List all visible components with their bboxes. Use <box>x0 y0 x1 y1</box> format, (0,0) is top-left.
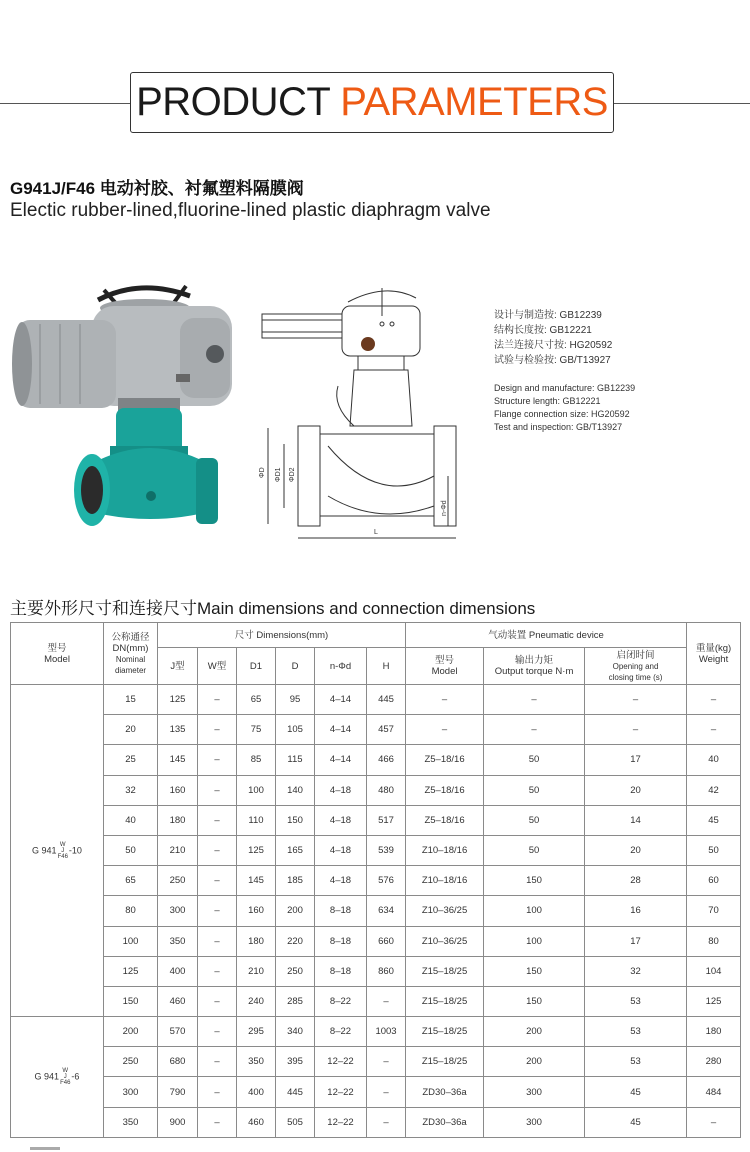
table-cell: Z5–18/16 <box>406 775 484 805</box>
table-cell: 125 <box>237 835 276 865</box>
table-cell: 250 <box>158 866 198 896</box>
table-cell: Z15–18/25 <box>406 1047 484 1077</box>
table-cell: – <box>585 715 687 745</box>
table-cell: 8–22 <box>315 1017 367 1047</box>
product-title-cn: G941J/F46 电动衬胶、衬氟塑料隔膜阀 <box>10 179 304 198</box>
standard-line: Test and inspection: GB/T13927 <box>494 422 623 432</box>
table-cell: 900 <box>158 1107 198 1137</box>
table-cell: 53 <box>585 986 687 1016</box>
table-cell: 50 <box>484 805 585 835</box>
table-cell: 680 <box>158 1047 198 1077</box>
header-d1: D1 <box>237 648 276 685</box>
table-cell: 45 <box>687 805 741 835</box>
standard-line: 设计与制造按: GB12239 <box>494 310 602 321</box>
table-cell: – <box>367 1107 406 1137</box>
table-cell: 16 <box>585 896 687 926</box>
table-cell: 32 <box>104 775 158 805</box>
table-cell: – <box>687 685 741 715</box>
table-cell: 445 <box>367 685 406 715</box>
table-cell: Z5–18/16 <box>406 745 484 775</box>
table-cell: 125 <box>158 685 198 715</box>
table-cell: 160 <box>158 775 198 805</box>
table-cell: 15 <box>104 685 158 715</box>
table-cell: 295 <box>237 1017 276 1047</box>
table-cell: 150 <box>104 986 158 1016</box>
table-cell: 280 <box>687 1047 741 1077</box>
table-cell: – <box>198 926 237 956</box>
table-cell: 70 <box>687 896 741 926</box>
table-cell: 460 <box>158 986 198 1016</box>
header-model: 型号 Model <box>11 623 104 685</box>
table-cell: 53 <box>585 1047 687 1077</box>
table-cell: 8–18 <box>315 926 367 956</box>
table-cell: Z15–18/25 <box>406 956 484 986</box>
table-row <box>11 986 741 1016</box>
table-cell: 570 <box>158 1017 198 1047</box>
table-cell: – <box>687 715 741 745</box>
table-cell: 20 <box>585 835 687 865</box>
table-cell: 12–22 <box>315 1047 367 1077</box>
table-cell: – <box>367 1047 406 1077</box>
footer-fragment <box>30 1147 60 1150</box>
table-cell: 50 <box>687 835 741 865</box>
table-cell: 125 <box>687 986 741 1016</box>
table-cell: 14 <box>585 805 687 835</box>
dimensions-table <box>10 622 741 1138</box>
table-cell: – <box>198 715 237 745</box>
standard-line: Flange connection size: HG20592 <box>494 409 630 419</box>
table-cell: 210 <box>158 835 198 865</box>
dim-label-l: L <box>374 529 378 536</box>
table-cell: – <box>585 685 687 715</box>
header-output-torque: 输出力矩 Output torque N·m <box>484 648 585 685</box>
table-cell: – <box>484 715 585 745</box>
table-cell: – <box>198 896 237 926</box>
table-cell: 80 <box>687 926 741 956</box>
table-cell: 484 <box>687 1077 741 1107</box>
standard-line: Design and manufacture: GB12239 <box>494 383 636 393</box>
header-line-right <box>614 103 750 104</box>
table-cell: 180 <box>687 1017 741 1047</box>
table-cell: Z10–18/16 <box>406 866 484 896</box>
table-cell: 145 <box>158 745 198 775</box>
table-cell: 40 <box>104 805 158 835</box>
table-cell: 790 <box>158 1077 198 1107</box>
table-row <box>11 835 741 865</box>
table-row <box>11 896 741 926</box>
table-cell: – <box>198 805 237 835</box>
table-cell: 300 <box>104 1077 158 1107</box>
table-cell: 1003 <box>367 1017 406 1047</box>
table-cell: – <box>198 1017 237 1047</box>
table-cell: 150 <box>484 956 585 986</box>
product-title-en: Electic rubber-lined,fluorine-lined plastic diaphragm valve <box>10 200 491 221</box>
model-cell: G 941W J F46-10 <box>11 685 104 1017</box>
table-cell: 105 <box>276 715 315 745</box>
table-cell: 20 <box>104 715 158 745</box>
table-cell: 145 <box>237 866 276 896</box>
valve-technical-drawing <box>258 276 480 546</box>
table-cell: – <box>198 1077 237 1107</box>
table-cell: 80 <box>104 896 158 926</box>
table-row <box>11 685 741 715</box>
table-cell: 4–18 <box>315 805 367 835</box>
section-header <box>130 72 614 133</box>
dim-label-d1: ΦD1 <box>275 467 282 482</box>
table-cell: – <box>198 866 237 896</box>
table-cell: 4–18 <box>315 866 367 896</box>
table-cell: 17 <box>585 926 687 956</box>
table-cell: 240 <box>237 986 276 1016</box>
table-cell: Z15–18/25 <box>406 986 484 1016</box>
table-cell: 60 <box>687 866 741 896</box>
table-cell: – <box>406 715 484 745</box>
table-cell: 300 <box>484 1077 585 1107</box>
model-cell: G 941W J F46-6 <box>11 1017 104 1138</box>
table-cell: 150 <box>484 866 585 896</box>
table-cell: Z15–18/25 <box>406 1017 484 1047</box>
header-pneumatic-device: 气动装置 Pneumatic device <box>406 623 687 648</box>
table-row <box>11 926 741 956</box>
table-cell: 8–18 <box>315 896 367 926</box>
table-cell: 350 <box>158 926 198 956</box>
table-cell: 505 <box>276 1107 315 1137</box>
header-w-type: W型 <box>198 648 237 685</box>
table-cell: 457 <box>367 715 406 745</box>
table-cell: 45 <box>585 1077 687 1107</box>
standard-line: Structure length: GB12221 <box>494 396 601 406</box>
header-line-left <box>0 103 130 104</box>
table-cell: 85 <box>237 745 276 775</box>
table-cell: 17 <box>585 745 687 775</box>
table-cell: 539 <box>367 835 406 865</box>
header-open-close-time: 启闭时间 Opening and closing time (s) <box>585 648 687 685</box>
table-cell: 466 <box>367 745 406 775</box>
table-row <box>11 775 741 805</box>
table-cell: 634 <box>367 896 406 926</box>
table-cell: Z5–18/16 <box>406 805 484 835</box>
table-cell: 12–22 <box>315 1077 367 1107</box>
standards-en <box>494 382 635 434</box>
table-cell: – <box>198 685 237 715</box>
table-cell: – <box>367 1077 406 1107</box>
table-cell: 45 <box>585 1107 687 1137</box>
table-cell: 400 <box>158 956 198 986</box>
table-cell: 42 <box>687 775 741 805</box>
table-cell: 285 <box>276 986 315 1016</box>
header-h: H <box>367 648 406 685</box>
table-cell: – <box>367 986 406 1016</box>
table-cell: 65 <box>237 685 276 715</box>
table-cell: 8–18 <box>315 956 367 986</box>
table-cell: Z10–18/16 <box>406 835 484 865</box>
table-cell: 517 <box>367 805 406 835</box>
table-cell: 160 <box>237 896 276 926</box>
header-dimensions: 尺寸 Dimensions(mm) <box>158 623 406 648</box>
table-cell: – <box>484 685 585 715</box>
table-cell: 300 <box>484 1107 585 1137</box>
table-cell: 180 <box>158 805 198 835</box>
table-cell: 180 <box>237 926 276 956</box>
table-cell: 340 <box>276 1017 315 1047</box>
table-section-title: 主要外形尺寸和连接尺寸Main dimensions and connection dimensions <box>10 599 536 618</box>
valve-photo <box>0 278 255 540</box>
standard-line: 试验与检验按: GB/T13927 <box>494 355 611 366</box>
table-cell: 400 <box>237 1077 276 1107</box>
table-row <box>11 745 741 775</box>
standard-line: 结构长度按: GB12221 <box>494 325 592 336</box>
table-cell: 150 <box>276 805 315 835</box>
table-cell: 65 <box>104 866 158 896</box>
table-row <box>11 805 741 835</box>
table-cell: Z10–36/25 <box>406 896 484 926</box>
table-cell: – <box>198 956 237 986</box>
table-cell: 115 <box>276 745 315 775</box>
table-cell: 53 <box>585 1017 687 1047</box>
table-cell: 28 <box>585 866 687 896</box>
table-cell: 12–22 <box>315 1107 367 1137</box>
table-cell: 460 <box>237 1107 276 1137</box>
header-word-product: PRODUCT <box>136 80 330 124</box>
table-cell: 32 <box>585 956 687 986</box>
table-cell: 220 <box>276 926 315 956</box>
table-cell: 660 <box>367 926 406 956</box>
table-cell: 40 <box>687 745 741 775</box>
table-cell: 480 <box>367 775 406 805</box>
header-nd: n-Φd <box>315 648 367 685</box>
table-cell: 860 <box>367 956 406 986</box>
table-cell: 395 <box>276 1047 315 1077</box>
table-cell: 200 <box>484 1017 585 1047</box>
table-cell: – <box>198 1047 237 1077</box>
table-row <box>11 1107 741 1137</box>
table-cell: – <box>687 1107 741 1137</box>
table-cell: 300 <box>158 896 198 926</box>
table-row <box>11 866 741 896</box>
header-d: D <box>276 648 315 685</box>
table-cell: – <box>198 775 237 805</box>
table-cell: 4–14 <box>315 745 367 775</box>
standards-cn <box>494 308 612 368</box>
table-cell: 140 <box>276 775 315 805</box>
table-row <box>11 1047 741 1077</box>
table-cell: – <box>198 835 237 865</box>
table-cell: 150 <box>484 986 585 1016</box>
table-cell: 350 <box>237 1047 276 1077</box>
table-cell: 576 <box>367 866 406 896</box>
table-cell: 50 <box>484 835 585 865</box>
table-cell: 4–14 <box>315 685 367 715</box>
table-cell: 250 <box>276 956 315 986</box>
table-row <box>11 1077 741 1107</box>
table-cell: 250 <box>104 1047 158 1077</box>
table-cell: 95 <box>276 685 315 715</box>
table-cell: 50 <box>104 835 158 865</box>
table-cell: 75 <box>237 715 276 745</box>
header-pneumatic-model: 型号 Model <box>406 648 484 685</box>
table-cell: 4–18 <box>315 775 367 805</box>
table-cell: 4–18 <box>315 835 367 865</box>
table-cell: – <box>198 1107 237 1137</box>
table-cell: – <box>198 986 237 1016</box>
header-nominal-diameter: 公称通径 DN(mm) Nominal diameter <box>104 623 158 685</box>
header-weight: 重量(kg) Weight <box>687 623 741 685</box>
header-word-parameters: PARAMETERS <box>340 80 608 124</box>
table-cell: 25 <box>104 745 158 775</box>
table-cell: 200 <box>484 1047 585 1077</box>
table-cell: 125 <box>104 956 158 986</box>
table-cell: 100 <box>104 926 158 956</box>
table-cell: 104 <box>687 956 741 986</box>
table-cell: 210 <box>237 956 276 986</box>
table-cell: 4–14 <box>315 715 367 745</box>
table-cell: 135 <box>158 715 198 745</box>
dim-label-nd: n-Φd <box>441 500 448 516</box>
table-row <box>11 956 741 986</box>
table-cell: 110 <box>237 805 276 835</box>
table-cell: 100 <box>484 926 585 956</box>
table-cell: 20 <box>585 775 687 805</box>
header-j-type: J型 <box>158 648 198 685</box>
dim-label-d: ΦD <box>259 467 266 478</box>
table-cell: 350 <box>104 1107 158 1137</box>
table-cell: 165 <box>276 835 315 865</box>
table-cell: 100 <box>484 896 585 926</box>
table-cell: 445 <box>276 1077 315 1107</box>
table-cell: ZD30–36a <box>406 1107 484 1137</box>
standard-line: 法兰连接尺寸按: HG20592 <box>494 340 613 351</box>
table-cell: 50 <box>484 775 585 805</box>
table-cell: 100 <box>237 775 276 805</box>
dim-label-d2: ΦD2 <box>289 467 296 482</box>
table-cell: ZD30–36a <box>406 1077 484 1107</box>
table-row <box>11 1017 741 1047</box>
table-cell: 50 <box>484 745 585 775</box>
table-cell: – <box>406 685 484 715</box>
table-cell: Z10–36/25 <box>406 926 484 956</box>
table-cell: 8–22 <box>315 986 367 1016</box>
table-cell: – <box>198 745 237 775</box>
table-cell: 200 <box>276 896 315 926</box>
table-cell: 185 <box>276 866 315 896</box>
table-row <box>11 715 741 745</box>
table-cell: 200 <box>104 1017 158 1047</box>
